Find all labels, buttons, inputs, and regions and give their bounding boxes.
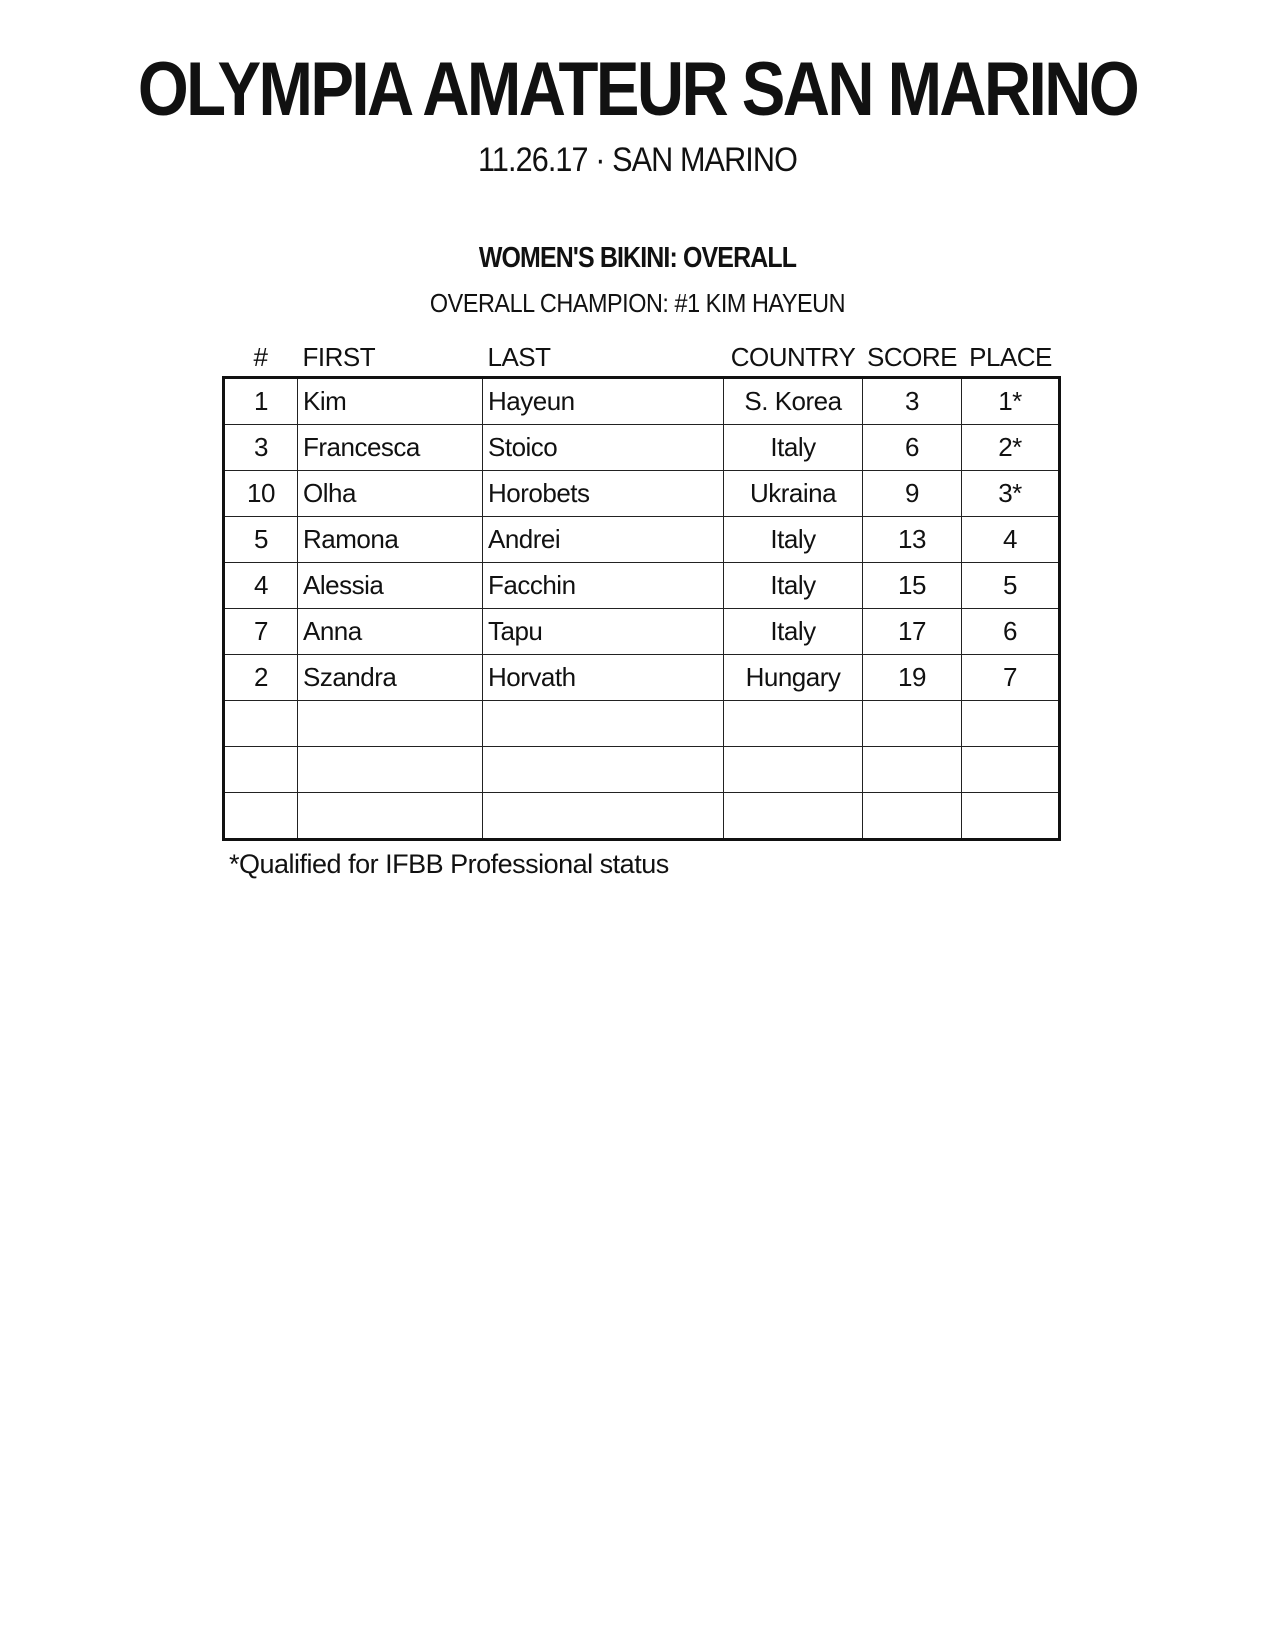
cell-country: Italy [724,609,863,655]
table-row [224,517,1060,563]
division-title: WOMEN'S BIKINI: OVERALL [478,242,797,274]
cell-place: 7 [962,655,1060,701]
table-row [224,609,1060,655]
cell-last-name [483,701,724,747]
column-header-number: # [253,342,268,372]
event-date-location: 11.26.17 · SAN MARINO [478,141,797,179]
table-row [224,793,1060,840]
cell-number [224,747,298,793]
table-row [224,701,1060,747]
column-header-country: COUNTRY [730,342,856,372]
cell-score [863,701,962,747]
column-header-score: SCORE [867,342,957,372]
cell-first-name: Olha [298,471,483,517]
cell-last-name: Stoico [483,425,724,471]
cell-last-name: Facchin [483,563,724,609]
cell-first-name: Szandra [298,655,483,701]
table-row [224,655,1060,701]
cell-first-name: Anna [298,609,483,655]
cell-score: 19 [863,655,962,701]
cell-first-name: Kim [298,378,483,425]
cell-country: Ukraina [724,471,863,517]
cell-country: S. Korea [724,378,863,425]
table-row [224,378,1060,425]
cell-place: 4 [962,517,1060,563]
cell-last-name [483,747,724,793]
cell-place [962,747,1060,793]
cell-last-name: Tapu [483,609,724,655]
cell-country [724,701,863,747]
cell-number: 4 [224,563,298,609]
cell-last-name: Hayeun [483,378,724,425]
cell-country [724,793,863,840]
overall-champion: OVERALL CHAMPION: #1 KIM HAYEUN [429,288,846,318]
cell-place [962,701,1060,747]
cell-number [224,793,298,840]
cell-first-name: Ramona [298,517,483,563]
results-table [222,337,1061,841]
cell-country [724,747,863,793]
cell-last-name [483,793,724,840]
column-header-last: LAST [487,342,551,372]
cell-last-name: Andrei [483,517,724,563]
cell-place [962,793,1060,840]
cell-last-name: Horobets [483,471,724,517]
cell-score [863,747,962,793]
cell-last-name: Horvath [483,655,724,701]
cell-number: 10 [224,471,298,517]
cell-number: 1 [224,378,298,425]
cell-place: 2* [962,425,1060,471]
cell-place: 5 [962,563,1060,609]
results-body [224,378,1060,840]
cell-country: Italy [724,517,863,563]
cell-score: 15 [863,563,962,609]
column-header-first: FIRST [302,342,376,372]
cell-score: 9 [863,471,962,517]
cell-place: 3* [962,471,1060,517]
cell-score: 13 [863,517,962,563]
cell-country: Italy [724,563,863,609]
cell-number: 3 [224,425,298,471]
table-row [224,471,1060,517]
cell-score [863,793,962,840]
cell-number [224,701,298,747]
column-header-place: PLACE [969,342,1052,372]
table-row [224,563,1060,609]
cell-first-name [298,701,483,747]
cell-number: 7 [224,609,298,655]
cell-number: 5 [224,517,298,563]
cell-number: 2 [224,655,298,701]
cell-country: Hungary [724,655,863,701]
cell-place: 1* [962,378,1060,425]
table-row [224,747,1060,793]
cell-first-name: Francesca [298,425,483,471]
cell-score: 6 [863,425,962,471]
cell-first-name [298,747,483,793]
cell-first-name: Alessia [298,563,483,609]
cell-first-name [298,793,483,840]
cell-country: Italy [724,425,863,471]
cell-score: 3 [863,378,962,425]
table-row [224,425,1060,471]
event-title: OLYMPIA AMATEUR SAN MARINO [137,47,1138,132]
table-header-row [224,337,1060,378]
cell-score: 17 [863,609,962,655]
cell-place: 6 [962,609,1060,655]
footnote: *Qualified for IFBB Professional status [229,849,669,879]
